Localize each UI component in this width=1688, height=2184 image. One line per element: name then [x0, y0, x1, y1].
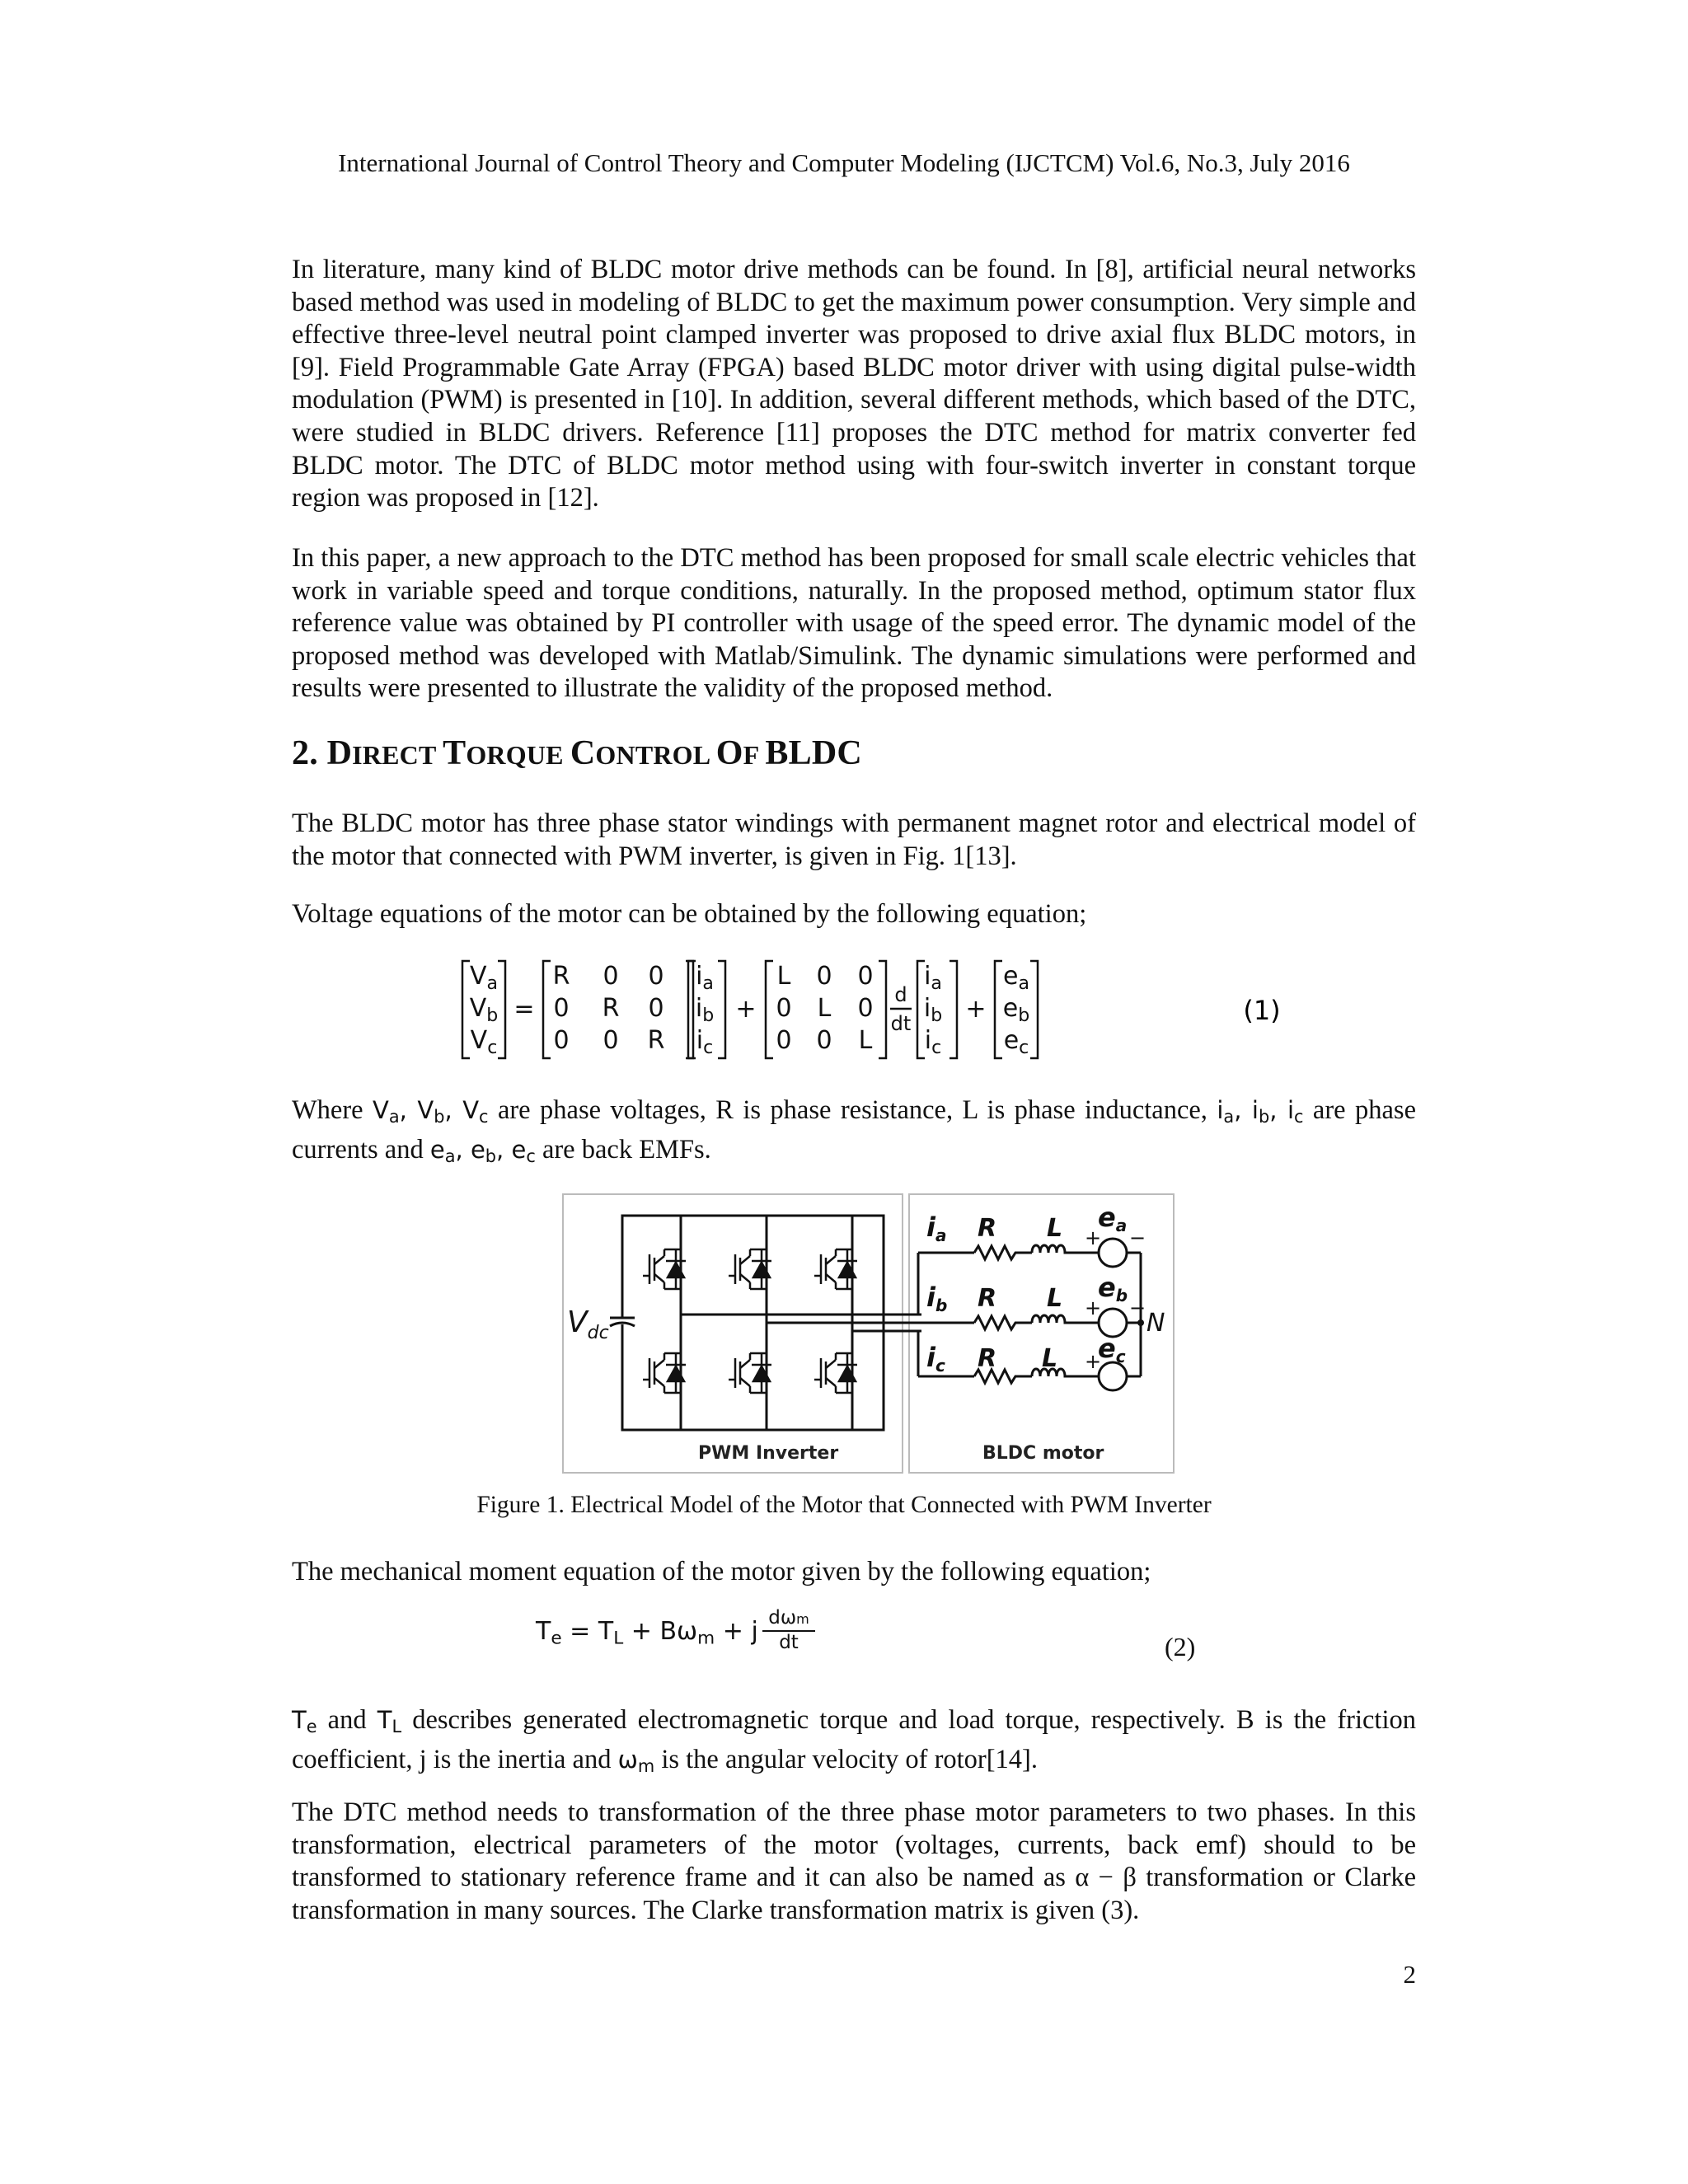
svg-text:R: R [647, 1026, 665, 1055]
svg-text:+: + [735, 995, 757, 1024]
svg-text:ib: $i_b$ [695, 994, 715, 1026]
svg-text:ia: ia [926, 1212, 947, 1245]
svg-text:+: + [1085, 1226, 1102, 1249]
paragraph-voltage-intro: Voltage equations of the motor can be obtained by the following equation; [292, 899, 1087, 929]
svg-text:ia: $i_a$ [696, 962, 714, 994]
svg-text:ic: $i_c$ [696, 1026, 714, 1058]
svg-text:−: − [1129, 1296, 1146, 1319]
svg-text:+: + [1085, 1350, 1102, 1373]
equation-2-number: (2) [1165, 1632, 1196, 1661]
svg-text:d: d [894, 983, 907, 1006]
page-number: 2 [1403, 1960, 1416, 1989]
paragraph-clarke-transformation: The DTC method needs to transformation of the three phase motor parameters to two phases. In this transformation, electrical parameters of the motor (voltages, currents, back emf) should to be transformed to stationary reference frame and it can also be named as α − β transformation or Clarke transformation in many sources. The Clarke transformation matrix is given (3). [292, 1797, 1416, 1925]
svg-text:0: 0 [648, 962, 664, 991]
vdc-label: $V_{dc}$ [567, 1305, 609, 1343]
svg-text:ib: $i_b$ [923, 994, 943, 1026]
section-title: DIRECT TORQUE CONTROL OF BLDC [326, 734, 862, 772]
mechanical-equation-fraction: dωm dt [762, 1607, 815, 1653]
svg-text:ec: ec [1098, 1333, 1126, 1366]
svg-text:ib: ib [926, 1282, 948, 1315]
svg-text:eb: $e_b$ [1002, 994, 1030, 1026]
paragraph-symbol-definitions: Where $V_a$, $V_b$, $V_c$ are phase voltages, R is phase resistance, L is phase inductance, $i_a$, $i_b$, $i_c$ are phase currents and $e_a$, $e_b$, $e_c$ are back EMFs. [292, 1095, 1417, 1167]
neutral-point-label: N [1146, 1309, 1165, 1338]
svg-text:Vb: $V_b$ [469, 994, 499, 1026]
voltage-equation-matrix [437, 956, 1467, 1063]
figure-caption: Figure 1. Electrical Model of the Motor that Connected with PWM Inverter [476, 1492, 1212, 1518]
svg-text:R: R [978, 1284, 997, 1313]
svg-text:−: − [1129, 1226, 1146, 1249]
svg-text:ia: $i_a$ [924, 962, 942, 994]
svg-text:L: L [858, 1026, 873, 1055]
mechanical-equation: $T_e = T_L + B\omega_m + j$ [536, 1617, 758, 1649]
equation-1-number: (1) [1243, 995, 1281, 1026]
svg-text:R: R [602, 994, 620, 1023]
svg-text:ic: $i_c$ [924, 1026, 942, 1058]
svg-text:R: R [978, 1214, 997, 1243]
svg-text:0: 0 [776, 994, 792, 1023]
svg-text:0: 0 [816, 1026, 832, 1055]
svg-text:0: 0 [648, 994, 664, 1023]
bldc-motor-label: BLDC motor [982, 1443, 1104, 1464]
pwm-inverter-label: PWM Inverter [698, 1443, 839, 1464]
svg-text:0: 0 [603, 962, 619, 991]
svg-text:ea: $e_a$ [1003, 962, 1029, 994]
svg-text:0: 0 [776, 1026, 792, 1055]
svg-text:+: + [965, 995, 987, 1024]
svg-text:L: L [1047, 1284, 1063, 1313]
svg-text:L: L [817, 994, 832, 1023]
svg-text:0: 0 [553, 994, 570, 1023]
svg-text:L: L [776, 962, 791, 991]
svg-text:+: + [1085, 1296, 1102, 1319]
paragraph-torque-definitions: $T_e$ and $T_L$ describes generated electromagnetic torque and load torque, respectively. B is the friction coefficient, j is the inertia and $\omega_m$ is the angular velocity of rotor[14]. [292, 1705, 1416, 1777]
svg-text:Va: $V_a$ [469, 962, 499, 994]
svg-text:0: 0 [553, 1026, 570, 1055]
figure-circuit-diagram [562, 1193, 1175, 1475]
svg-text:ea: ea [1098, 1202, 1128, 1235]
svg-text:L: L [1042, 1344, 1058, 1373]
running-header: International Journal of Control Theory and Computer Modeling (IJCTCM) Vol.6, No.3, July 2016 [338, 148, 1350, 177]
paragraph-mechanical-intro: The mechanical moment equation of the motor given by the following equation; [292, 1557, 1151, 1586]
svg-text:R: R [978, 1344, 997, 1373]
svg-text:L: L [1047, 1214, 1063, 1243]
paragraph-proposed-approach: In this paper, a new approach to the DTC method has been proposed for small scale electric vehicles that work in variable speed and torque conditions, naturally. In the proposed method, optimum stator flux reference value was obtained by PI controller with usage of the speed error. The dynamic model of the proposed method was developed with Matlab/Simulink. The dynamic simulations were performed and results were presented to illustrate the validity of the proposed method. [292, 543, 1416, 704]
svg-text:0: 0 [603, 1026, 619, 1055]
svg-text:0: 0 [857, 994, 874, 1023]
svg-text:ec: $e_c$ [1003, 1026, 1029, 1058]
svg-text:=: = [513, 995, 535, 1024]
svg-text:dt: dt [890, 1012, 912, 1035]
svg-text:eb: eb [1098, 1272, 1128, 1305]
paragraph-literature: In literature, many kind of BLDC motor drive methods can be found. In [8], artificial neural networks based method was used in modeling of BLDC to get the maximum power consumption. Very simple and effective three-level neutral point clamped inverter was proposed to drive axial flux BLDC motors, in [9]. Field Programmable Gate Array (FPGA) based BLDC motor driver with using digital pulse-width modulation (PWM) is presented in [10]. In addition, several different methods, which based of the DTC, were studied in BLDC drivers. Reference [11] proposes the DTC method for matrix converter fed BLDC motor. The DTC of BLDC motor method using with four-switch inverter in constant torque region was proposed in [12]. [292, 255, 1416, 513]
svg-text:Vc: $V_c$ [470, 1026, 498, 1058]
section-heading [292, 733, 862, 773]
svg-text:0: 0 [816, 962, 832, 991]
svg-text:R: R [552, 962, 570, 991]
svg-text:0: 0 [857, 962, 874, 991]
paragraph-motor-model: The BLDC motor has three phase stator windings with permanent magnet rotor and electrical model of the motor that connected with PWM inverter, is given in Fig. 1[13]. [292, 808, 1416, 871]
svg-text:ic: ic [926, 1342, 945, 1376]
section-number: 2. [292, 734, 318, 772]
